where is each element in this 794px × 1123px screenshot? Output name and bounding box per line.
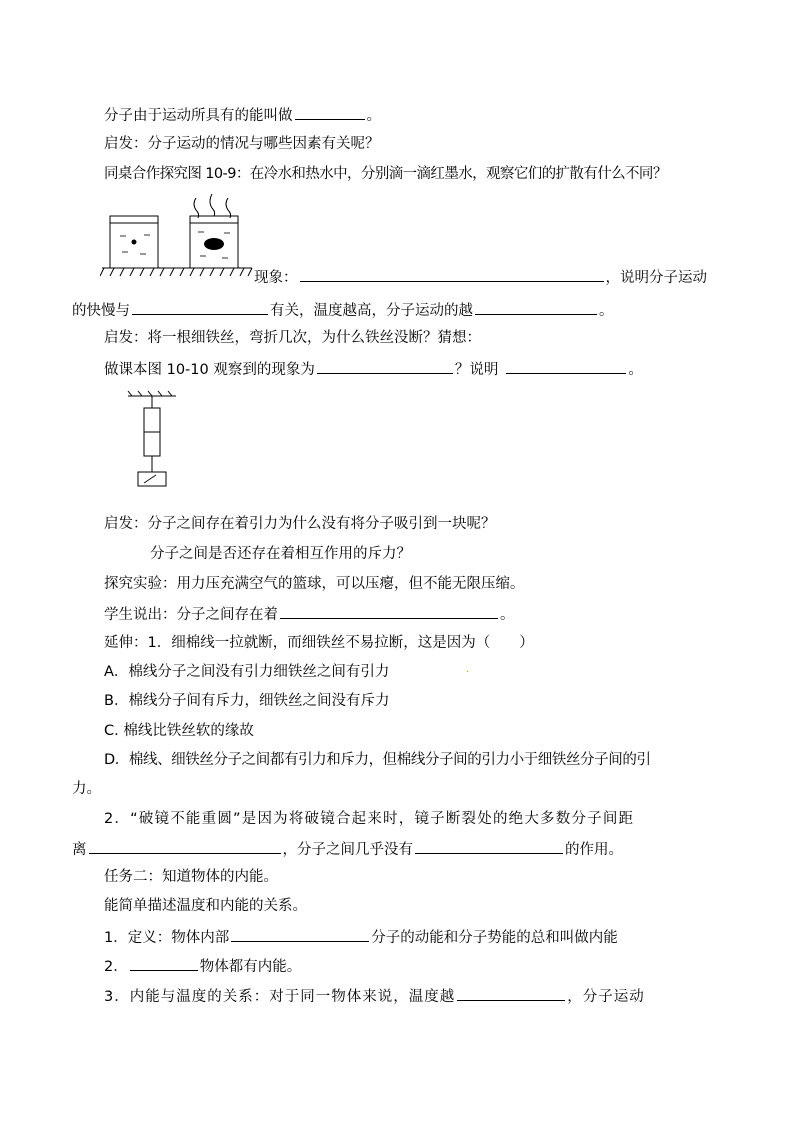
text-suffix: 的作用。 — [565, 842, 623, 858]
option-d-continued — [72, 779, 101, 799]
text: D．棉线、细铁丝分子之间都有引力和斥力，但棉线分子间的引力小于细铁丝分子间的引 — [104, 752, 651, 768]
text-suffix: 。 — [500, 607, 515, 623]
text: 3．内能与温度的关系：对于同一物体来说，温度越 — [104, 989, 456, 1005]
line-student-says — [104, 603, 515, 623]
lead-cylinders-figure — [124, 390, 184, 494]
line-hint-wire — [104, 328, 481, 348]
answer-blank[interactable] — [130, 955, 198, 971]
cold-water-beaker — [110, 216, 158, 268]
stray-mark: . — [466, 664, 470, 675]
text: 做课本图 10-10 观察到的现象为 — [104, 362, 315, 378]
text-suffix: ，说明分子运动 — [605, 270, 707, 286]
text: 有关，温度越高，分子运动的越 — [270, 303, 473, 319]
line-repulsion-question — [150, 544, 411, 564]
text: 启发：分子之间存在着引力为什么没有将分子吸引到一块呢？ — [104, 516, 496, 532]
line-hint-attraction — [104, 514, 496, 534]
line-all-objects — [104, 955, 301, 975]
text-suffix: ，分子运动 — [567, 989, 645, 1005]
text: 启发：分子运动的情况与哪些因素有关呢？ — [104, 136, 380, 152]
text: A．棉线分子之间没有引力细铁丝之间有引力 — [104, 664, 390, 680]
text: 分子之间是否还存在着相互作用的斥力？ — [150, 546, 411, 562]
text: 力。 — [72, 781, 101, 797]
answer-blank[interactable] — [506, 358, 626, 374]
answer-blank[interactable] — [415, 838, 563, 854]
option-c[interactable] — [104, 721, 254, 741]
text: 现象： — [254, 270, 298, 286]
text: 启发：将一根细铁丝，弯折几次，为什么铁丝没断？猜想： — [104, 330, 481, 346]
answer-blank[interactable] — [295, 104, 365, 120]
text: C. 棉线比铁丝软的缘故 — [104, 723, 254, 739]
question-2 — [104, 809, 634, 829]
text: 能简单描述温度和内能的关系。 — [104, 898, 307, 914]
text: 探究实验：用力压充满空气的篮球，可以压瘪，但不能无限压缩。 — [104, 576, 525, 592]
answer-blank[interactable] — [280, 603, 498, 619]
text: 任务二：知道物体的内能。 — [104, 869, 278, 885]
answer-blank[interactable] — [457, 985, 565, 1001]
line-phenomenon — [254, 266, 707, 286]
answer-blank[interactable] — [475, 299, 597, 315]
text-suffix: 。 — [366, 108, 381, 124]
question-2-continued — [72, 838, 623, 858]
line-speed-relation — [72, 299, 614, 319]
text: 延伸：1．细棉线一拉就断，而细铁丝不易拉断，这是因为（ ） — [104, 635, 534, 651]
line-explore-10-9 — [104, 164, 667, 184]
text-suffix: 。 — [599, 303, 614, 319]
line-figure-10-10 — [104, 358, 643, 378]
text: ，分子之间几乎没有 — [282, 842, 413, 858]
answer-blank[interactable] — [89, 838, 281, 854]
option-d[interactable] — [104, 750, 651, 770]
answer-blank[interactable] — [132, 299, 268, 315]
line-definition — [104, 926, 618, 946]
line-experiment — [104, 574, 525, 594]
text-suffix: 。 — [628, 362, 643, 378]
text: 同桌合作探究图 10-9：在冷水和热水中，分别滴一滴红墨水，观察它们的扩散有什么不同？ — [104, 166, 667, 182]
line-kinetic-energy — [104, 104, 381, 124]
text-suffix: 分子的动能和分子势能的总和叫做内能 — [371, 930, 618, 946]
task-two-heading — [104, 867, 278, 887]
hot-water-beaker — [190, 194, 238, 268]
text: 2． — [104, 959, 128, 975]
line-describe — [104, 896, 307, 916]
text: B．棉线分子间有斥力，细铁丝之间没有斥力 — [104, 693, 390, 709]
beakers-figure — [100, 190, 260, 282]
text: 学生说出：分子之间存在着 — [104, 607, 278, 623]
text: 的快慢与 — [72, 303, 130, 319]
option-b[interactable] — [104, 691, 389, 711]
answer-blank[interactable] — [317, 358, 453, 374]
line-temperature-relation — [104, 985, 645, 1005]
option-a[interactable] — [104, 662, 389, 682]
text: 分子由于运动所具有的能叫做 — [104, 108, 293, 124]
answer-blank[interactable] — [300, 266, 604, 282]
text: 1．定义：物体内部 — [104, 930, 230, 946]
text: 2．“破镜不能重圆”是因为将破镜合起来时，镜子断裂处的绝大多数分子间距 — [104, 811, 635, 827]
text: ？说明 — [454, 362, 499, 378]
answer-blank[interactable] — [231, 926, 369, 942]
question-1 — [104, 633, 534, 653]
text: 离 — [72, 842, 87, 858]
line-hint-1 — [104, 134, 380, 154]
text-suffix: 物体都有内能。 — [199, 959, 302, 975]
